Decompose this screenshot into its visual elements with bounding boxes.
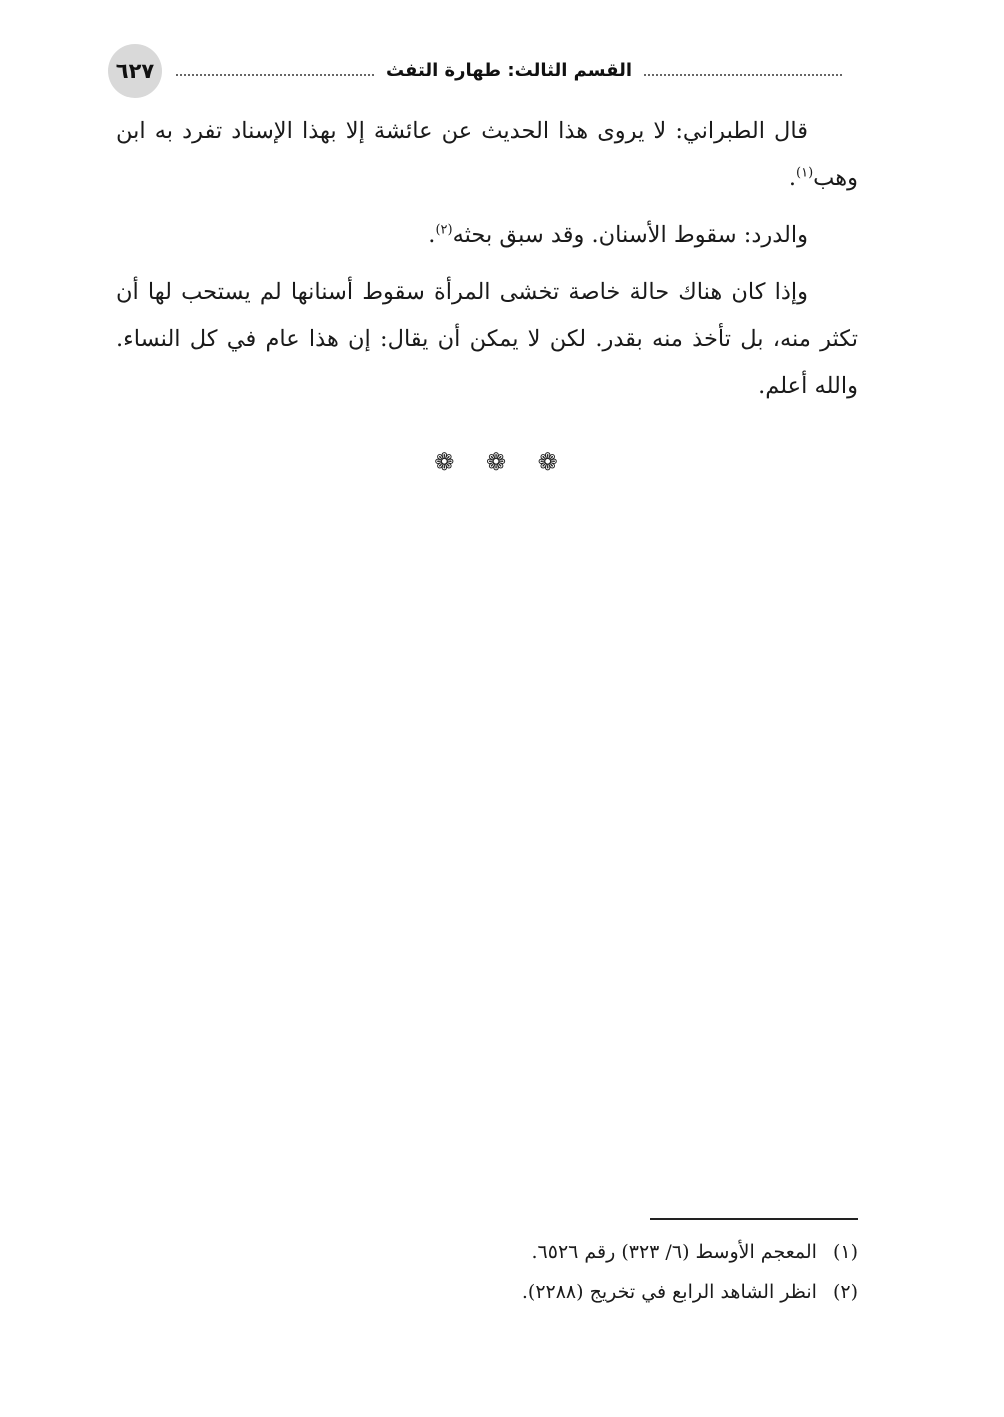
footnote-2-text: انظر الشاهد الرابع في تخريج (٢٢٨٨). [521, 1281, 817, 1303]
paragraph-1-end: . [788, 165, 797, 191]
paragraph-1-text: قال الطبراني: لا يروى هذا الحديث عن عائشة إلا بهذا الإسناد تفرد به ابن وهب [116, 118, 858, 191]
page-number: ٦٢٧ [115, 59, 155, 83]
paragraph-dard-definition [116, 212, 858, 259]
paragraph-2-text: والدرد: سقوط الأسنان. وقد سبق بحثه [452, 222, 808, 248]
footnote-1 [300, 1232, 858, 1272]
footnote-1-text: المعجم الأوسط (٦/ ٣٢٣) رقم ٦٥٢٦. [531, 1241, 817, 1263]
footnote-separator [650, 1218, 858, 1220]
footnote-1-marker: (١) [832, 1241, 858, 1263]
running-header [176, 55, 842, 85]
header-dot-leader-left [176, 74, 374, 76]
page-number-badge [108, 44, 162, 98]
footnotes [300, 1232, 858, 1312]
paragraph-special-case: وإذا كان هناك حالة خاصة تخشى المرأة سقوط أسنانها لم يستحب لها أن تكثر منه، بل تأخذ منه بقدر. لكن لا يمكن أن يقال: إن هذا عام في كل النساء. والله أعلم. [116, 279, 858, 399]
footnote-2-marker: (٢) [832, 1281, 858, 1303]
footnote-ref-2: (٢) [435, 222, 453, 238]
footnote-2 [300, 1272, 858, 1312]
main-text [116, 108, 858, 410]
paragraph-tabarani-quote [116, 108, 858, 202]
footnote-ref-1: (١) [796, 165, 814, 181]
running-header-title: القسم الثالث: طهارة التفث [385, 59, 633, 81]
paragraph-2-end: . [428, 222, 436, 248]
section-end-ornament-icon: ❁ ❁ ❁ [434, 448, 570, 476]
header-dot-leader-right [644, 74, 842, 76]
